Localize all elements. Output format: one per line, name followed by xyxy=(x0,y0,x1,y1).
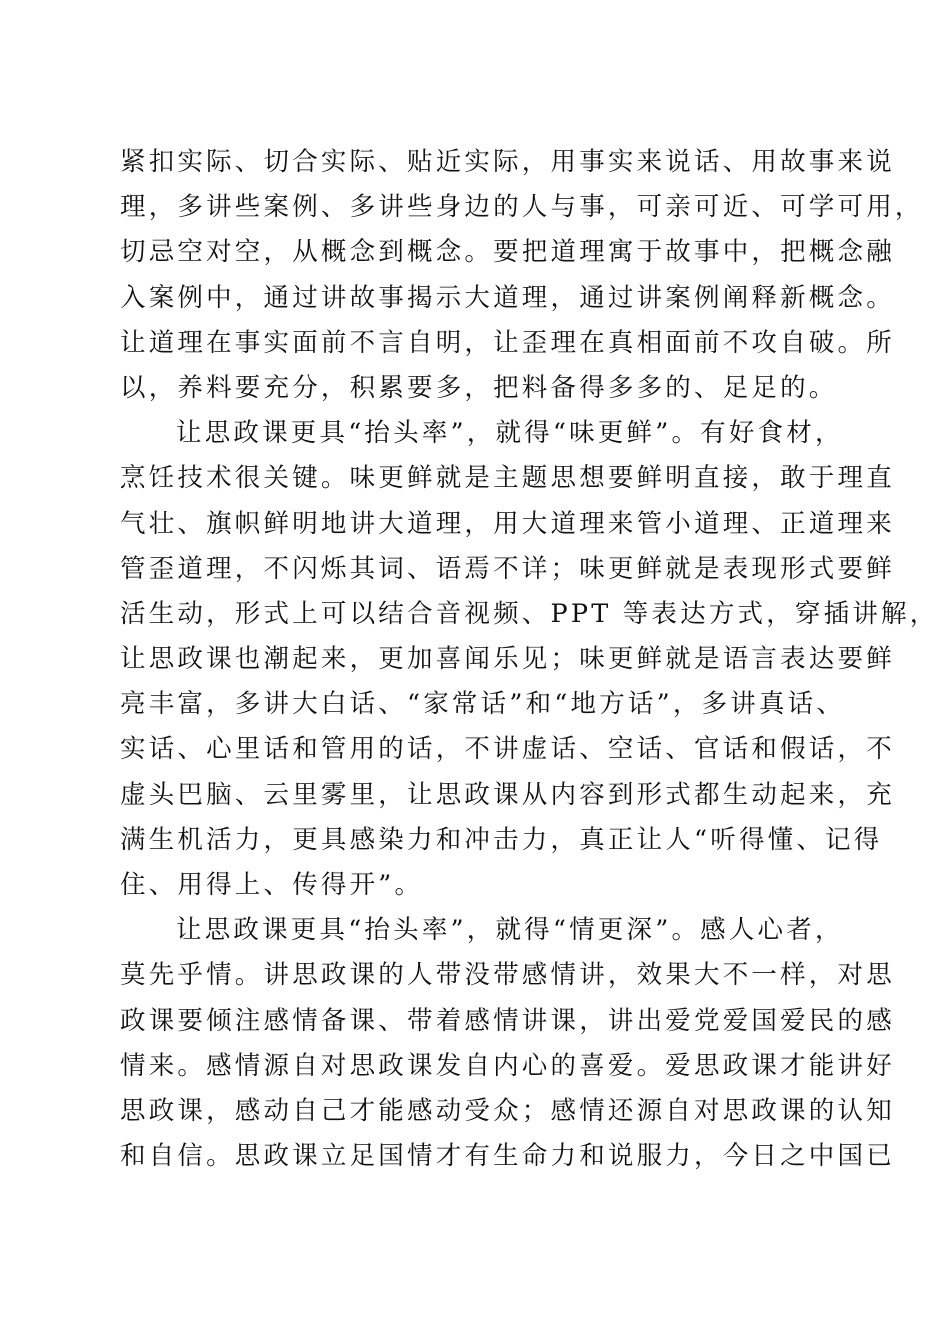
text-line: 让思政课也潮起来，更加喜闻乐见；味更鲜就是语言表达要鲜 xyxy=(120,644,895,675)
text-line: 理，多讲些案例、多讲些身边的人与事，可亲可近、可学可用， xyxy=(120,192,924,223)
text-line: 气壮、旗帜鲜明地讲大道理，用大道理来管小道理、正道理来 xyxy=(120,508,895,539)
text-line: 莫先乎情。讲思政课的人带没带感情讲，效果大不一样，对思 xyxy=(120,960,895,991)
text-line: 实话、心里话和管用的话，不讲虚话、空话、官话和假话，不 xyxy=(120,734,895,765)
text-line: 管歪道理，不闪烁其词、语焉不详；味更鲜就是表现形式要鲜 xyxy=(120,553,895,584)
text-line: 满生机活力，更具感染力和冲击力，真正让人“听得懂、记得 xyxy=(120,824,883,855)
text-line: 让思政课更具“抬头率”，就得“味更鲜”。有好食材， xyxy=(176,418,844,449)
text-line: 让思政课更具“抬头率”，就得“情更深”。感人心者， xyxy=(176,915,844,946)
text-line: 让道理在事实面前不言自明，让歪理在真相面前不攻自破。所 xyxy=(120,327,895,358)
body-text xyxy=(120,140,939,1179)
text-line: 和自信。思政课立足国情才有生命力和说服力，今日之中国已 xyxy=(120,1141,895,1172)
text-line: 以，养料要充分，积累要多，把料备得多多的、足足的。 xyxy=(120,372,838,403)
text-line: 思政课，感动自己才能感动受众；感情还源自对思政课的认知 xyxy=(120,1095,895,1126)
text-line: 切忌空对空，从概念到概念。要把道理寓于故事中，把概念融 xyxy=(120,237,895,268)
text-line: 住、用得上、传得开”。 xyxy=(120,870,424,900)
text-line: 活生动，形式上可以结合音视频、PPT 等表达方式，穿插讲解， xyxy=(120,598,939,629)
text-line: 政课要倾注感情备课、带着感情讲课，讲出爱党爱国爱民的感 xyxy=(120,1005,895,1036)
text-line: 紧扣实际、切合实际、贴近实际，用事实来说话、用故事来说 xyxy=(120,147,895,177)
text-line: 虚头巴脑、云里雾里，让思政课从内容到形式都生动起来，充 xyxy=(120,779,895,810)
text-line: 情来。感情源自对思政课发自内心的喜爱。爱思政课才能讲好 xyxy=(120,1050,895,1081)
text-line: 亮丰富，多讲大白话、“家常话”和“地方话”，多讲真话、 xyxy=(120,689,846,720)
text-line: 烹饪技术很关键。味更鲜就是主题思想要鲜明直接，敢于理直 xyxy=(120,463,895,494)
text-line: 入案例中，通过讲故事揭示大道理，通过讲案例阐释新概念。 xyxy=(120,282,895,313)
